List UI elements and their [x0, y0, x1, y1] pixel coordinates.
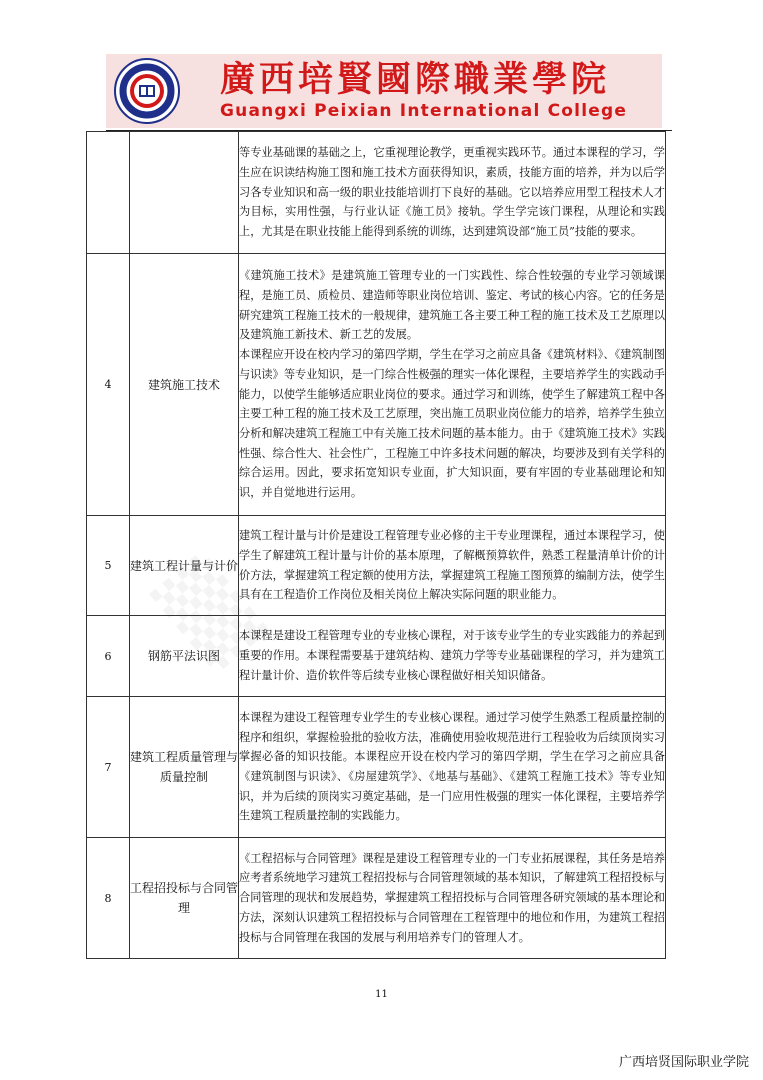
- course-name: 工程招投标与合同管理: [130, 838, 239, 959]
- table-row: [87, 616, 666, 697]
- course-name: 钢筋平法识图: [130, 616, 239, 697]
- college-name-chinese: 廣西培賢國際職業學院: [220, 59, 611, 100]
- table-row: [87, 254, 666, 516]
- course-description: 本课程是建设工程管理专业的专业核心课程，对于该专业学生的专业实践能力的养起到重要的作用。本课程需要基于建筑结构、建筑力学等专业基础课程的学习，并为建筑工程计量计价、造价软件等后续专业核心课程做好相关知识储备。: [239, 616, 666, 697]
- course-number: 7: [87, 697, 130, 838]
- course-description: 本课程为建设工程管理专业学生的专业核心课程。通过学习使学生熟悉工程质量控制的程序和组织，掌握检验批的验收方法，准确使用验收规范进行工程验收为后续顶岗实习掌握必备的知识技能。本课程应开设在校内学习的第四学期，学生在学习之前应具备《建筑制图与识读》、《房屋建筑学》、《地基与基础》、《建筑工程施工技术》等专业知识，并为后续的顶岗实习奠定基础，是一门应用性极强的理实一体化课程，主要培养学生建筑工程质量控制的实践能力。: [239, 697, 666, 838]
- table-row: [87, 838, 666, 959]
- footer-college-name: 广西培贤国际职业学院: [618, 1055, 749, 1070]
- course-name: 建筑施工技术: [130, 254, 239, 516]
- course-number: 8: [87, 838, 130, 959]
- course-name: 建筑工程计量与计价: [130, 516, 239, 616]
- college-seal-icon: [114, 58, 180, 124]
- course-table: [86, 131, 666, 959]
- course-description-paragraph: 本课程应开设在校内学习的第四学期，学生在学习之前应具备《建筑材料》、《建筑制图与识读》等专业知识，是一门综合性极强的理实一体化课程，主要培养学生的实践动手能力，以使学生能够适应职业岗位的要求。通过学习和训练，使学生了解建筑工程中各主要工种工程的施工技术及工艺原理，突出施工员职业岗位能力的培养，培养学生独立分析和解决建筑工程施工中有关施工技术问题的基本能力。由于《建筑施工技术》实践性强、综合性大、社会性广，工程施工中许多技术问题的解决，均要涉及到有关学科的综合运用。因此，要求拓宽知识专业面，扩大知识面，要有牢固的专业基础理论和知识，并自觉地进行运用。: [239, 348, 665, 500]
- table-row: [87, 697, 666, 838]
- course-description: 建筑工程计量与计价是建设工程管理专业必修的主干专业理课程，通过本课程学习，使学生了解建筑工程计量与计价的基本原理，了解概预算软件，熟悉工程量清单计价的计价方法，掌握建筑工程定额的使用方法，掌握建筑工程施工图预算的编制方法，使学生具有在工程造价工作岗位及相关岗位上解决实际问题的职业能力。: [239, 516, 666, 616]
- table-row: [87, 132, 666, 254]
- course-number: 4: [87, 254, 130, 516]
- course-name: [130, 132, 239, 254]
- course-description: [239, 254, 666, 516]
- college-name-english: Guangxi Peixian International College: [220, 101, 628, 121]
- page-number: 11: [375, 989, 388, 1000]
- course-description: 等专业基础课的基础之上，它重视理论教学，更重视实践环节。通过本课程的学习，学生应在识读结构施工图和施工技术方面获得知识，素质，技能方面的培养，并为以后学习各专业知识和高一级的职业技能培训打下良好的基础。它以培养应用型工程技术人才为目标，实用性强，与行业认证《施工员》接轨。学生学完该门课程，从理论和实践上，尤其是在职业技能上能得到系统的训练，达到建筑设部“施工员”技能的要求。: [239, 132, 666, 254]
- table-row: [87, 516, 666, 616]
- course-number: 6: [87, 616, 130, 697]
- course-number: 5: [87, 516, 130, 616]
- college-header-banner: [106, 54, 662, 128]
- course-description: 《工程招标与合同管理》课程是建设工程管理专业的一门专业拓展课程，其任务是培养应考者系统地学习建筑工程招投标与合同管理领域的基本知识，了解建筑工程招投标与合同管理的现状和发展趋势，掌握建筑工程招投标与合同管理各研究领域的基本理论和方法，深刻认识建筑工程招投标与合同管理在工程管理中的地位和作用，为建筑工程招投标与合同管理在我国的发展与利用培养专门的管理人才。: [239, 838, 666, 959]
- course-number: [87, 132, 130, 254]
- course-description-paragraph: 《建筑施工技术》是建筑施工管理专业的一门实践性、综合性较强的专业学习领域课程，是施工员、质检员、建造师等职业岗位培训、鉴定、考试的核心内容。它的任务是研究建筑工程施工技术的一般规律，建筑施工各主要工种工程的施工技术及工艺原理以及建筑施工新技术、新工艺的发展。: [239, 269, 665, 342]
- course-name: 建筑工程质量管理与质量控制: [130, 697, 239, 838]
